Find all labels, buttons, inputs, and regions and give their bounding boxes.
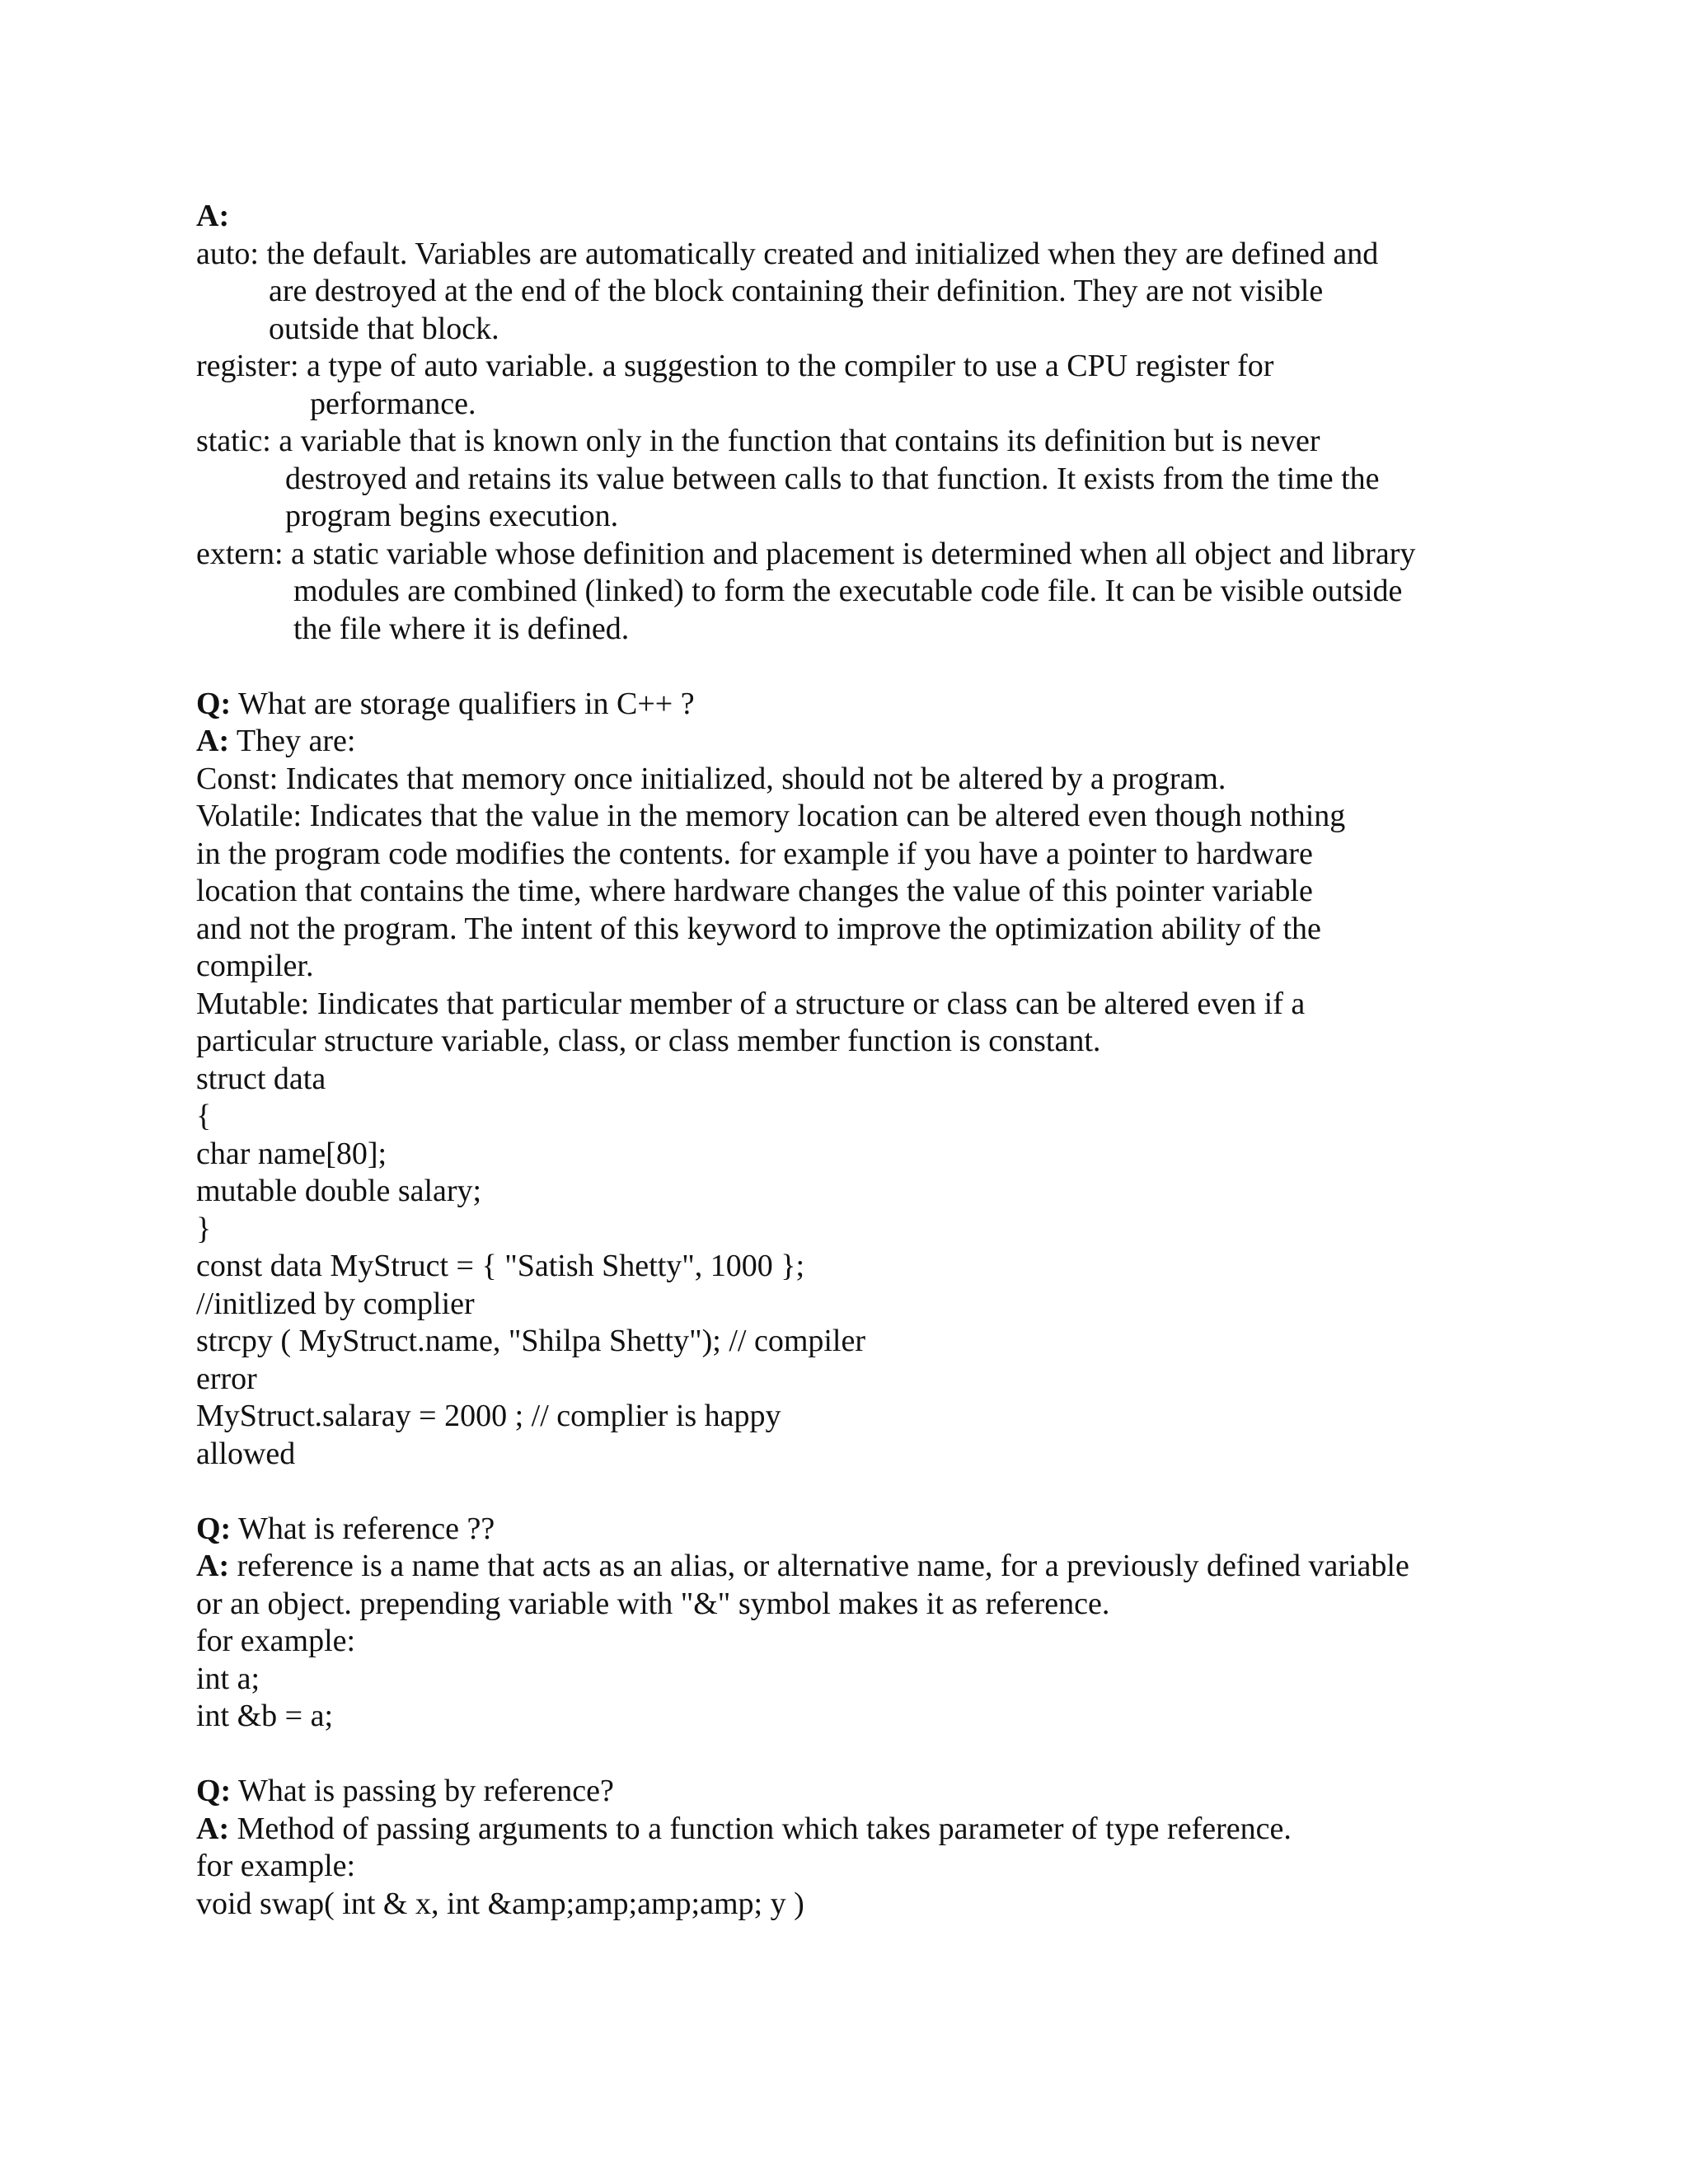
reference-line-1: or an object. prepending variable with "&" symbol makes it as reference. (196, 1586, 1110, 1621)
reference-section (196, 1511, 1515, 1736)
static-line-2: destroyed and retains its value between calls to that function. It exists from the time the (285, 461, 1380, 496)
code-line-9: error (196, 1361, 257, 1396)
question-text: What is reference ?? (231, 1511, 495, 1546)
code-line-8: strcpy ( MyStruct.name, "Shilpa Shetty"); // compiler (196, 1324, 866, 1358)
pass-by-ref-line-2: void swap( int & x, int &amp;amp;amp;amp; y ) (196, 1886, 804, 1921)
reference-answer (196, 1548, 1515, 1586)
question-label: Q: (196, 1774, 232, 1808)
qualifiers-answer (196, 723, 1515, 761)
answer-text: reference is a name that acts as an alias, or alternative name, for a previously defined variable (229, 1549, 1409, 1583)
qualifiers-line-6: compiler. (196, 949, 314, 983)
code-line-3: char name[80]; (196, 1136, 387, 1171)
qualifiers-line-3: in the program code modifies the contents. for example if you have a pointer to hardware (196, 836, 1313, 871)
code-line-4: mutable double salary; (196, 1174, 482, 1208)
answer-label: A: (196, 199, 230, 233)
section-gap (196, 1736, 1515, 1774)
register-line-1: register: a type of auto variable. a suggestion to the compiler to use a CPU register for (196, 349, 1274, 383)
storage-classes-section (196, 198, 1515, 648)
section-gap (196, 1473, 1515, 1511)
qualifiers-line-7: Mutable: Iindicates that particular member of a structure or class can be altered even if a (196, 986, 1306, 1021)
qualifiers-line-5: and not the program. The intent of this keyword to improve the optimization ability of the (196, 911, 1321, 946)
reference-line-2: for example: (196, 1624, 356, 1658)
code-line-6: const data MyStruct = { "Satish Shetty", 1000 }; (196, 1249, 805, 1283)
code-line-10: MyStruct.salaray = 2000 ; // complier is happy (196, 1399, 781, 1433)
answer-text: They are: (229, 724, 356, 758)
code-line-1: struct data (196, 1061, 326, 1096)
question-label: Q: (196, 686, 232, 721)
answer-label: A: (196, 724, 230, 758)
code-line-7: //initlized by complier (196, 1286, 475, 1321)
static-line-3: program begins execution. (285, 499, 619, 533)
qualifiers-line-2: Volatile: Indicates that the value in the memory location can be altered even though nothing (196, 799, 1346, 833)
answer-label: A: (196, 1549, 230, 1583)
pass-by-ref-answer (196, 1811, 1515, 1849)
auto-definition (196, 236, 1515, 349)
qualifiers-section (196, 686, 1515, 1474)
qualifiers-line-8: particular structure variable, class, or class member function is constant. (196, 1024, 1101, 1058)
question-label: Q: (196, 1511, 232, 1546)
extern-line-1: extern: a static variable whose definition and placement is determined when all object and library (196, 536, 1416, 571)
code-line-11: allowed (196, 1436, 296, 1471)
static-line-1: static: a variable that is known only in the function that contains its definition but is never (196, 424, 1320, 458)
pass-by-ref-line-1: for example: (196, 1849, 356, 1883)
static-definition (196, 423, 1515, 536)
extern-line-3: the file where it is defined. (293, 611, 630, 646)
reference-line-4: int &b = a; (196, 1699, 334, 1733)
auto-line-2: are destroyed at the end of the block containing their definition. They are not visible (269, 274, 1324, 308)
extern-definition (196, 536, 1515, 649)
register-definition (196, 348, 1515, 423)
answer-text: Method of passing arguments to a function which takes parameter of type reference. (229, 1811, 1292, 1846)
qualifiers-question (196, 686, 1515, 724)
answer-label: A: (196, 1811, 230, 1846)
register-line-2: performance. (310, 386, 476, 421)
extern-line-2: modules are combined (linked) to form the executable code file. It can be visible outside (293, 574, 1403, 608)
document-page (196, 198, 1515, 1923)
qualifiers-line-4: location that contains the time, where hardware changes the value of this pointer variable (196, 874, 1313, 908)
section-gap (196, 648, 1515, 686)
question-text: What are storage qualifiers in C++ ? (231, 686, 695, 721)
reference-line-3: int a; (196, 1661, 260, 1696)
qualifiers-line-1: Const: Indicates that memory once initialized, should not be altered by a program. (196, 761, 1226, 796)
pass-by-reference-section (196, 1773, 1515, 1923)
reference-question (196, 1511, 1515, 1549)
code-line-5: } (196, 1211, 212, 1246)
code-line-2: { (196, 1099, 212, 1133)
auto-line-1: auto: the default. Variables are automatically created and initialized when they are defined and (196, 236, 1379, 271)
auto-line-3: outside that block. (269, 311, 499, 346)
question-text: What is passing by reference? (231, 1774, 614, 1808)
pass-by-ref-question (196, 1773, 1515, 1811)
